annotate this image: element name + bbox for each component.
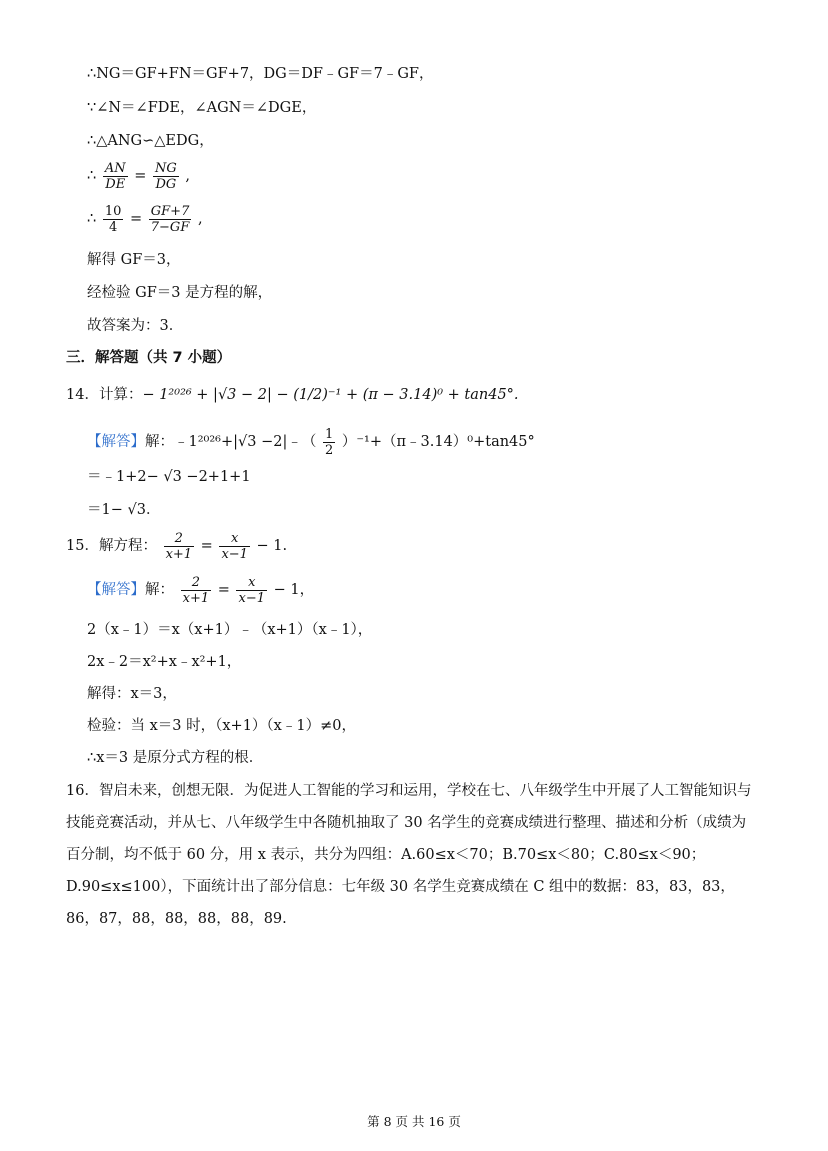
answer-step: 2x﹣2＝x²+x﹣x²+1， bbox=[87, 654, 242, 670]
solution-line: ∵∠N＝∠FDE，∠AGN＝∠DGE， bbox=[87, 100, 317, 116]
solution-line: 经检验 GF＝3 是方程的解， bbox=[87, 285, 273, 301]
proportion-line: ∴ $\frac{10}{4}$ = $\frac{GF+7}{7-GF}$ , bbox=[87, 203, 203, 235]
section-heading: 三．解答题（共 7 小题） bbox=[66, 350, 232, 366]
question-14: 14．计算：− 1²⁰²⁶ + |√3 − 2| − (1/2)⁻¹ + (π − 3.14)⁰ + tan45°. bbox=[66, 387, 519, 403]
fraction: $\frac{2}{x+1}$ bbox=[182, 574, 210, 606]
fraction: $\frac{NG}{DG}$ bbox=[154, 160, 177, 192]
fraction: $\frac{AN}{DE}$ bbox=[104, 160, 126, 192]
fraction: $\frac{2}{x+1}$ bbox=[165, 530, 193, 562]
fraction: $\frac{x}{x-1}$ bbox=[221, 530, 248, 562]
page-footer: 第 8 页 共 16 页 bbox=[367, 1114, 461, 1129]
question-15: 15．解方程： $\frac{2}{x+1}$ = $\frac{x}{x-1}$ − 1. bbox=[66, 530, 288, 562]
fraction: $\frac{GF+7}{7-GF}$ bbox=[150, 203, 190, 235]
answer-step: 2（x﹣1）＝x（x+1）﹣（x+1）（x﹣1）， bbox=[87, 622, 373, 638]
answer-step: ＝1− √3． bbox=[87, 502, 161, 518]
answer-step: 检验：当 x＝3 时，（x+1）（x﹣1）≠0， bbox=[87, 718, 356, 734]
answer-step: ＝﹣1+2− √3 −2+1+1 bbox=[87, 469, 251, 485]
answer-step: ∴x＝3 是原分式方程的根． bbox=[87, 750, 264, 766]
question-16: 16．智启未来，创想无限．为促进人工智能的学习和运用，学校在七、八年级学生中开展了人工智能知识与技能竞赛活动，并从七、八年级学生中各随机抽取了 30 名学生的竞赛成绩进行整理、描述和分析（成绩为百分制，均不低于 60 分，用 x 表示，共分为四组：A.60≤x＜70；B.70≤x＜80；C.80≤x＜90；D.90≤x≤100），下面统计出了部分信息：七年级 30 名学生竞赛成绩在 C 组中的数据：83，83，83，86，87，88，88，88，88，89. bbox=[66, 783, 752, 927]
answer-14: 【解答】解：﹣1²⁰²⁶+|√3 −2|﹣（ $\frac{1}{2}$ ）⁻¹+（π﹣3.14）⁰+tan45° bbox=[87, 426, 535, 458]
solution-line: 解得 GF＝3， bbox=[87, 252, 181, 268]
solution-line: ∴NG＝GF+FN＝GF+7，DG＝DF﹣GF＝7﹣GF， bbox=[87, 66, 434, 82]
solution-line: ∴△ANG∽△EDG， bbox=[87, 133, 214, 149]
fraction: $\frac{10}{4}$ bbox=[104, 203, 122, 235]
fraction: $\frac{1}{2}$ bbox=[324, 426, 334, 458]
answer-15: 【解答】解： $\frac{2}{x+1}$ = $\frac{x}{x-1}$ − 1， bbox=[87, 574, 315, 606]
answer-step: 解得：x＝3， bbox=[87, 686, 177, 702]
proportion-line: ∴ $\frac{AN}{DE}$ = $\frac{NG}{DG}$ , bbox=[87, 160, 190, 192]
solution-line: 故答案为：3． bbox=[87, 318, 184, 334]
fraction: $\frac{x}{x-1}$ bbox=[238, 574, 265, 606]
